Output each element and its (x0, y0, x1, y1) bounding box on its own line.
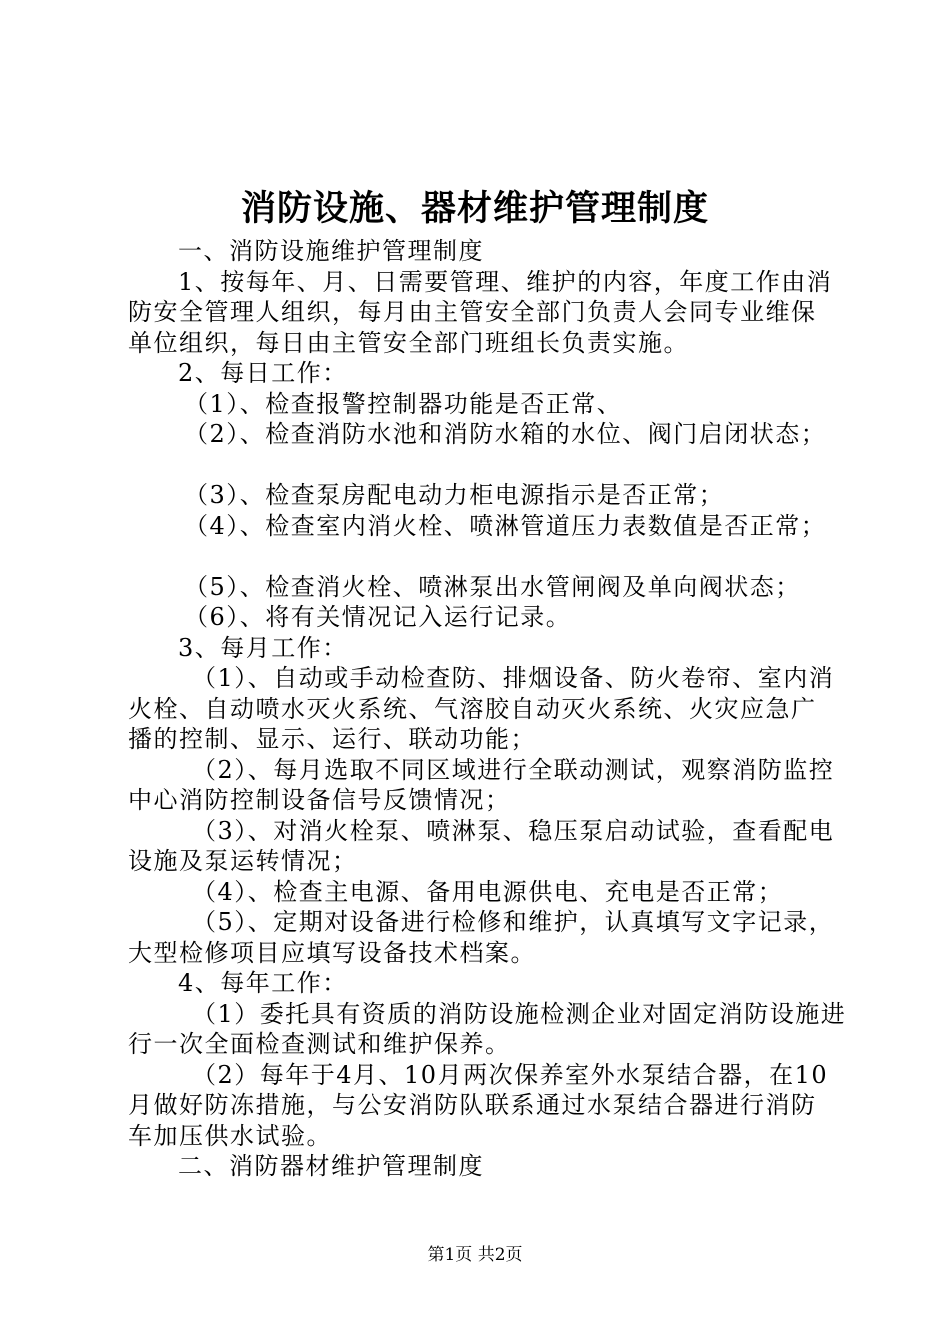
blank-line (128, 541, 834, 572)
paragraph-line: 月做好防冻措施，与公安消防队联系通过水泵结合器进行消防 (128, 1091, 817, 1119)
paragraph-line: 单位组织，每日由主管安全部门班组长负责实施。 (128, 328, 689, 357)
paragraph-line: 中心消防控制设备信号反馈情况； (128, 786, 511, 814)
paragraph-line: 行一次全面检查测试和维护保养。 (128, 1030, 511, 1058)
list-item: （1）、自动或手动检查防、排烟设备、防火卷帘、室内消 (192, 664, 835, 692)
page-number: 第1页 共2页 (427, 1245, 523, 1265)
list-item: （6）、将有关情况记入运行记录。 (184, 603, 572, 631)
subsection-heading: 2、每日工作： (178, 359, 348, 387)
document-body (128, 236, 847, 1182)
section-heading: 一、消防设施维护管理制度 (178, 237, 484, 265)
list-item: （5）、检查消火栓、喷淋泵出水管闸阀及单向阀状态； (184, 572, 801, 601)
list-item: （3）、检查泵房配电动力柜电源指示是否正常； (184, 481, 725, 509)
list-item: （2）、每月选取不同区域进行全联动测试，观察消防监控 (192, 755, 835, 784)
subsection-heading: 4、每年工作： (178, 969, 348, 997)
paragraph-line: 大型检修项目应填写设备技术档案。 (128, 938, 536, 967)
list-item: （2）、检查消防水池和消防水箱的水位、阀门启闭状态； (184, 420, 827, 448)
paragraph-line: 车加压供水试验。 (128, 1121, 332, 1150)
list-item: （3）、对消火栓泵、喷淋泵、稳压泵启动试验，查看配电 (192, 816, 835, 845)
list-item: （1）委托具有资质的消防设施检测企业对固定消防设施进 (192, 999, 847, 1028)
paragraph-line: 防安全管理人组织，每月由主管安全部门负责人会同专业维保 (128, 298, 817, 326)
page-title: 消防设施、器材维护管理制度 (240, 188, 709, 229)
blank-line (128, 450, 834, 481)
section-heading: 二、消防器材维护管理制度 (178, 1152, 484, 1180)
list-item: （5）、定期对设备进行检修和维护，认真填写文字记录， (192, 908, 835, 936)
paragraph-line: 设施及泵运转情况； (128, 847, 358, 875)
subsection-heading: 3、每月工作： (178, 633, 348, 662)
list-item: （4）、检查主电源、备用电源供电、充电是否正常； (192, 877, 784, 906)
paragraph-line: 火栓、自动喷水灭火系统、气溶胶自动灭火系统、火灾应急广 (128, 694, 817, 723)
paragraph-line: 播的控制、显示、运行、联动功能； (128, 725, 536, 753)
list-item: （1）、检查报警控制器功能是否正常、 (184, 389, 623, 418)
paragraph-line: 1、按每年、月、日需要管理、维护的内容，年度工作由消 (178, 267, 833, 296)
list-item: （4）、检查室内消火栓、喷淋管道压力表数值是否正常； (184, 511, 827, 540)
list-item: （2）每年于4月、10月两次保养室外水泵结合器，在10 (192, 1060, 829, 1089)
